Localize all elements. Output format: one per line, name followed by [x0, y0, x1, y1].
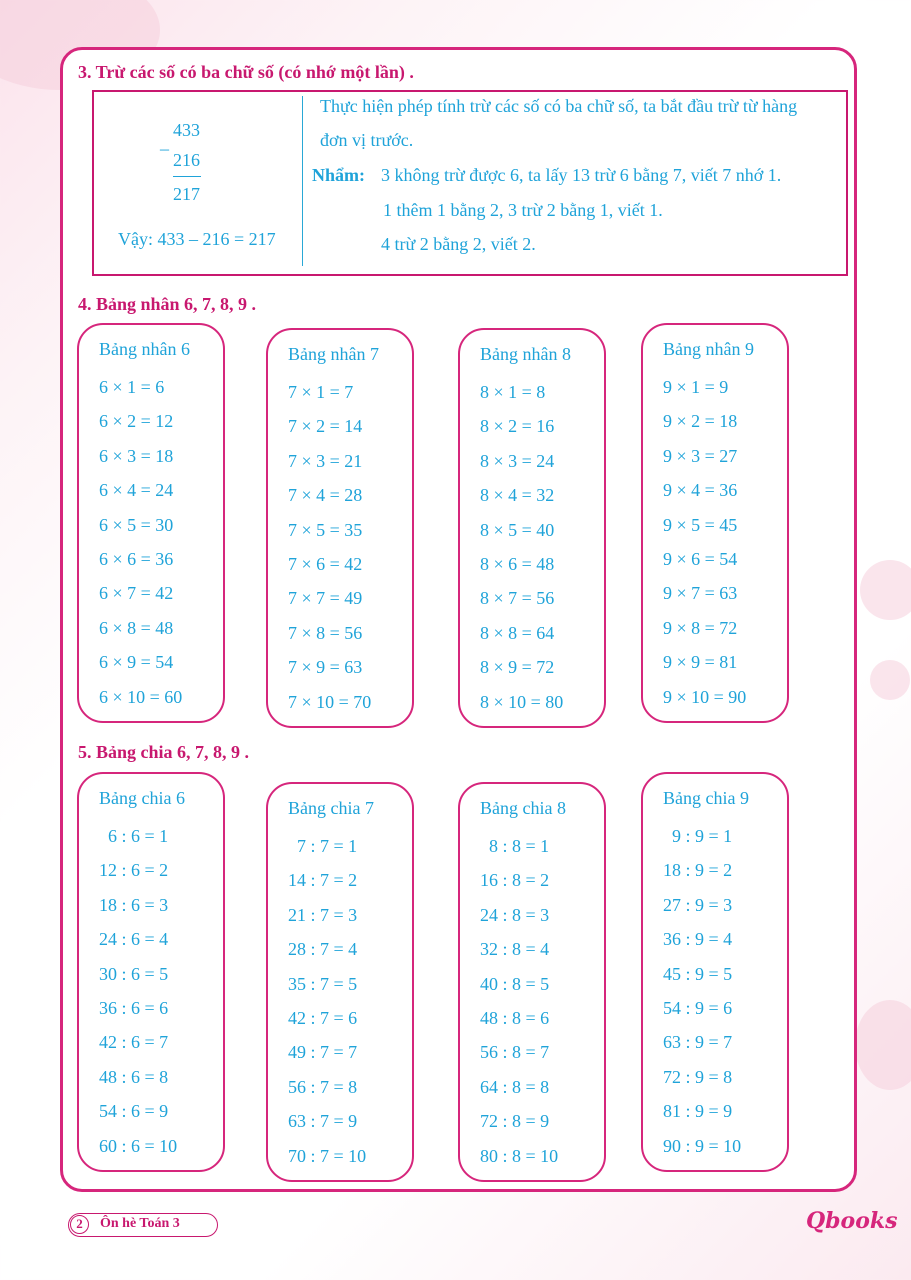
- calc-underline: [173, 176, 201, 177]
- division-table-row: 27 : 9 = 3: [663, 894, 733, 915]
- division-table-row: 30 : 6 = 5: [99, 963, 169, 984]
- multiplication-table-row: 7 × 3 = 21: [288, 450, 363, 471]
- background-decoration: [870, 660, 910, 700]
- division-table-row: 36 : 6 = 6: [99, 998, 169, 1018]
- division-table-row: 56 : 8 = 7: [480, 1042, 550, 1063]
- division-table-row: 81 : 9 = 9: [663, 1101, 733, 1122]
- division-table-row: 9 : 9 = 1: [663, 826, 733, 846]
- background-decoration: [855, 1000, 911, 1090]
- multiplication-table-row: 8 × 4 = 32: [480, 485, 555, 506]
- division-table-row: 60 : 6 = 10: [99, 1135, 178, 1156]
- subtrahend: 216: [173, 150, 200, 170]
- multiplication-table-card: [266, 328, 414, 728]
- division-table-row: 16 : 8 = 2: [480, 870, 550, 891]
- multiplication-table-row: 6 × 5 = 30: [99, 514, 174, 535]
- multiplication-table-title: Bảng nhân 8: [480, 344, 571, 364]
- division-table-title: Bảng chia 7: [288, 798, 374, 818]
- multiplication-table-row: 9 × 7 = 63: [663, 583, 738, 604]
- difference: 217: [173, 184, 200, 204]
- division-table-row: 18 : 9 = 2: [663, 860, 733, 881]
- division-table-row: 8 : 8 = 1: [480, 836, 550, 856]
- multiplication-table-row: 7 × 9 = 63: [288, 657, 363, 678]
- division-table-title: Bảng chia 6: [99, 788, 185, 808]
- multiplication-table-row: 8 × 9 = 72: [480, 657, 555, 678]
- multiplication-table-row: 9 × 6 = 54: [663, 549, 738, 569]
- division-table-row: 24 : 6 = 4: [99, 929, 169, 950]
- division-table-card: [458, 782, 606, 1182]
- division-table-row: 63 : 7 = 9: [288, 1111, 358, 1132]
- multiplication-table-card: [77, 323, 225, 723]
- multiplication-table-row: 9 × 1 = 9: [663, 377, 729, 397]
- multiplication-table-row: 7 × 7 = 49: [288, 588, 363, 609]
- multiplication-table-row: 9 × 2 = 18: [663, 411, 738, 432]
- multiplication-table-row: 8 × 5 = 40: [480, 519, 555, 540]
- minus-sign: _: [160, 132, 169, 152]
- division-table-row: 35 : 7 = 5: [288, 973, 358, 994]
- calc-summary: Vậy: 433 – 216 = 217: [118, 229, 276, 249]
- multiplication-table-title: Bảng nhân 6: [99, 339, 190, 359]
- multiplication-table-row: 8 × 1 = 8: [480, 382, 546, 402]
- division-table-row: 40 : 8 = 5: [480, 973, 550, 994]
- division-table-row: 64 : 8 = 8: [480, 1076, 550, 1097]
- multiplication-table-row: 8 × 6 = 48: [480, 554, 555, 574]
- explanation-step3: 4 trừ 2 bằng 2, viết 2.: [381, 234, 536, 254]
- multiplication-table-row: 7 × 8 = 56: [288, 622, 363, 643]
- division-table-row: 12 : 6 = 2: [99, 860, 169, 881]
- division-table-row: 54 : 9 = 6: [663, 998, 733, 1018]
- division-table-title: Bảng chia 9: [663, 788, 749, 808]
- multiplication-table-row: 6 × 2 = 12: [99, 411, 174, 432]
- division-table-row: 54 : 6 = 9: [99, 1101, 169, 1122]
- section3-heading: 3. Trừ các số có ba chữ số (có nhớ một lần) .: [78, 62, 414, 82]
- division-table-row: 36 : 9 = 4: [663, 929, 733, 950]
- division-table-row: 45 : 9 = 5: [663, 963, 733, 984]
- multiplication-table-row: 8 × 7 = 56: [480, 588, 555, 609]
- division-table-row: 72 : 8 = 9: [480, 1111, 550, 1132]
- division-table-row: 72 : 9 = 8: [663, 1066, 733, 1087]
- multiplication-table-row: 9 × 5 = 45: [663, 514, 738, 535]
- multiplication-table-row: 9 × 3 = 27: [663, 445, 738, 466]
- minuend: 433: [173, 120, 200, 140]
- division-table-row: 63 : 9 = 7: [663, 1032, 733, 1053]
- multiplication-table-row: 9 × 4 = 36: [663, 480, 738, 501]
- multiplication-table-row: 6 × 4 = 24: [99, 480, 174, 501]
- multiplication-table-row: 7 × 2 = 14: [288, 416, 363, 437]
- multiplication-table-row: 6 × 6 = 36: [99, 549, 174, 569]
- multiplication-table-row: 6 × 8 = 48: [99, 617, 174, 638]
- multiplication-table-card: [458, 328, 606, 728]
- division-table-row: 42 : 6 = 7: [99, 1032, 169, 1053]
- division-table-row: 56 : 7 = 8: [288, 1076, 358, 1097]
- multiplication-table-row: 6 × 3 = 18: [99, 445, 174, 466]
- division-table-card: [266, 782, 414, 1182]
- division-table-card: [641, 772, 789, 1172]
- explanation-line2: đơn vị trước.: [320, 130, 414, 150]
- multiplication-table-row: 8 × 8 = 64: [480, 622, 555, 643]
- division-table-card: [77, 772, 225, 1172]
- nham-label: Nhẩm:: [312, 165, 365, 185]
- division-table-row: 48 : 6 = 8: [99, 1066, 169, 1087]
- multiplication-table-row: 6 × 10 = 60: [99, 686, 183, 707]
- division-table-row: 42 : 7 = 6: [288, 1008, 358, 1028]
- division-table-row: 14 : 7 = 2: [288, 870, 358, 891]
- division-table-row: 90 : 9 = 10: [663, 1135, 742, 1156]
- explanation-step2: 1 thêm 1 bằng 2, 3 trừ 2 bằng 1, viết 1.: [383, 200, 663, 220]
- multiplication-table-row: 6 × 7 = 42: [99, 583, 174, 604]
- section5-heading: 5. Bảng chia 6, 7, 8, 9 .: [78, 742, 250, 762]
- background-decoration: [860, 560, 911, 620]
- division-table-row: 6 : 6 = 1: [99, 826, 169, 846]
- explanation-step1: 3 không trừ được 6, ta lấy 13 trừ 6 bằng 7, viết 7 nhớ 1.: [381, 165, 782, 185]
- division-table-row: 80 : 8 = 10: [480, 1145, 559, 1166]
- division-table-row: 7 : 7 = 1: [288, 836, 358, 856]
- multiplication-table-title: Bảng nhân 7: [288, 344, 379, 364]
- division-table-row: 32 : 8 = 4: [480, 939, 550, 960]
- multiplication-table-row: 7 × 10 = 70: [288, 691, 372, 712]
- division-table-row: 70 : 7 = 10: [288, 1145, 367, 1166]
- multiplication-table-row: 7 × 6 = 42: [288, 554, 363, 574]
- multiplication-table-title: Bảng nhân 9: [663, 339, 754, 359]
- division-table-row: 18 : 6 = 3: [99, 894, 169, 915]
- multiplication-table-row: 6 × 9 = 54: [99, 652, 174, 673]
- section4-heading: 4. Bảng nhân 6, 7, 8, 9 .: [78, 294, 257, 314]
- division-table-row: 48 : 8 = 6: [480, 1008, 550, 1028]
- division-table-row: 49 : 7 = 7: [288, 1042, 358, 1063]
- multiplication-table-row: 8 × 10 = 80: [480, 691, 564, 712]
- multiplication-table-row: 7 × 5 = 35: [288, 519, 363, 540]
- book-title: Ôn hè Toán 3: [100, 1216, 180, 1231]
- division-table-title: Bảng chia 8: [480, 798, 566, 818]
- page-number: 2: [70, 1215, 89, 1234]
- division-table-row: 24 : 8 = 3: [480, 904, 550, 925]
- multiplication-table-row: 7 × 1 = 7: [288, 382, 354, 402]
- multiplication-table-row: 9 × 10 = 90: [663, 686, 747, 707]
- division-table-row: 21 : 7 = 3: [288, 904, 358, 925]
- multiplication-table-row: 7 × 4 = 28: [288, 485, 363, 506]
- qbooks-logo: Qbooks: [806, 1208, 898, 1234]
- box-divider: [302, 96, 303, 266]
- division-table-row: 28 : 7 = 4: [288, 939, 358, 960]
- explanation-line1: Thực hiện phép tính trừ các số có ba chữ số, ta bắt đầu trừ từ hàng: [320, 96, 798, 116]
- multiplication-table-row: 8 × 3 = 24: [480, 450, 555, 471]
- multiplication-table-row: 9 × 9 = 81: [663, 652, 738, 673]
- multiplication-table-row: 9 × 8 = 72: [663, 617, 738, 638]
- multiplication-table-row: 8 × 2 = 16: [480, 416, 555, 437]
- multiplication-table-row: 6 × 1 = 6: [99, 377, 165, 397]
- multiplication-table-card: [641, 323, 789, 723]
